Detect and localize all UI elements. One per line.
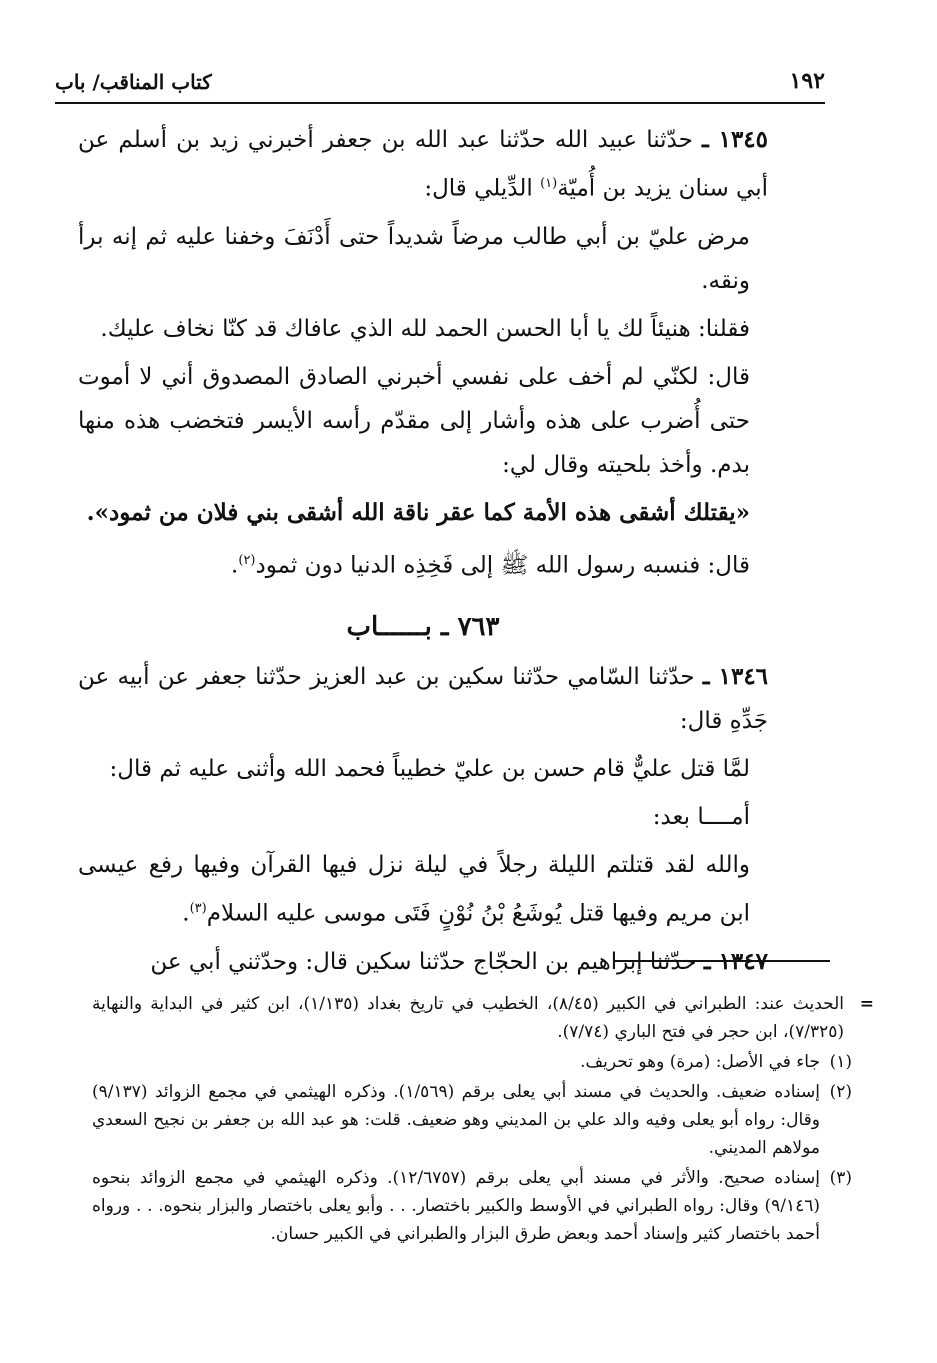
footnote-continuation <box>92 990 874 1046</box>
isnad-text: حدّثنا عبيد الله حدّثنا عبد الله بن جعفر أخبرني زيد بن أسلم عن أبي سنان يزيد بن أُميّة <box>78 127 768 202</box>
page-header <box>55 62 825 104</box>
footnote-ref: (٢) <box>238 552 256 568</box>
hadith-1346-text-1: لمَّا قتل عليٌّ قام حسن بن عليّ خطيباً فحمد الله وأثنى عليه ثم قال: <box>109 756 750 783</box>
hadith-1346-text-3: والله لقد قتلتم الليلة رجلاً في ليلة نزل فيها القرآن وفيها رفع عيسى ابن مريم وفيها قتل يُوشَعُ بْنُ نُوْنٍ فَتَى موسى عليه السلام$^{(٣)}$. <box>78 852 750 927</box>
footnote-number: (١) <box>829 1052 852 1072</box>
main-text <box>78 118 768 988</box>
footnotes <box>92 990 874 1250</box>
footnote-text: إسناده صحيح. والأثر في مسند أبي يعلى برقم (١٢/٦٧٥٧). وذكره الهيثمي في مجمع الزوائد بنحوه (٩/١٤٦) وقال: رواه الطبراني في الأوسط والكبير باختصار. . . وأبو يعلى باختصار والبزار بنحوه. . . ورواه أحمد باختصار كثير وإسناد أحمد وبعض طرق البزار والطبراني في الكبير حسان. <box>92 1168 820 1244</box>
hadith-1346-isnad <box>78 655 768 743</box>
isnad-text: حدّثنا إبراهيم بن الحجّاج حدّثنا سكين قال: وحدّثني أبي عن <box>150 948 697 975</box>
page-number: ١٩٢ <box>789 68 825 94</box>
hadith-1345-text-3: قال: لكنّي لم أخف على نفسي أخبرني الصادق المصدوق أني لا أموت حتى أُضرب على هذه وأشار إلى مقدّم رأسه الأيسر فتخضب هذه منها بدم. وأخذ بلحيته وقال لي: <box>78 363 750 478</box>
footnote-3 <box>92 1164 852 1248</box>
isnad-text: حدّثنا السّامي حدّثنا سكين بن عبد العزيز حدّثنا جعفر عن أبيه عن جَدِّهِ قال: <box>78 664 768 735</box>
running-title: كتاب المناقب/ باب <box>55 70 212 94</box>
continuation-mark: = <box>859 994 874 1014</box>
footnote-ref: (٣) <box>189 901 207 917</box>
footnote-1 <box>92 1048 852 1076</box>
isnad-text-end: الدِّيلي قال: <box>424 175 533 202</box>
footnote-number: (٢) <box>829 1082 852 1102</box>
footnote-text: إسناده ضعيف. والحديث في مسند أبي يعلى برقم (١/٥٦٩). وذكره الهيثمي في مجمع الزوائد (٩/١٣٧) وقال: رواه أبو يعلى وفيه والد علي بن المديني وهو ضعيف. قلت: هو عبد الله بن جعفر بن نجيح السعدي مولاهم المديني. <box>92 1082 820 1158</box>
hadith-1345-text-1: مرض عليّ بن أبي طالب مرضاً شديداً حتى أَدْنَفَ وخفنا عليه ثم إنه برأ ونقه. <box>78 223 750 294</box>
footnote-ref: (١) <box>540 176 558 191</box>
hadith-number: ١٣٤٦ ـ <box>702 663 769 691</box>
text-span: قال: فنسبه رسول الله ﷺ إلى فَخِذِه الدنيا دون ثمود <box>255 552 750 579</box>
hadith-1345-quote: «يقتلك أشقى هذه الأمة كما عقر ناقة الله أشقى بني فلان من ثمود». <box>86 498 750 526</box>
chapter-heading: ٧٦٣ ـ بــــــاب <box>346 612 500 643</box>
text-span: والله لقد قتلتم الليلة رجلاً في ليلة نزل فيها القرآن وفيها رفع عيسى ابن مريم وفيها قتل يُوشَعُ بْنُ نُوْنٍ فَتَى موسى عليه السلام <box>78 852 750 927</box>
hadith-number: ١٣٤٥ ـ <box>702 126 769 153</box>
hadith-1345-isnad <box>78 118 768 211</box>
footnote-separator <box>615 960 830 962</box>
hadith-number: ١٣٤٧ ـ <box>703 947 768 975</box>
hadith-1345-text-4: قال: فنسبه رسول الله ﷺ إلى فَخِذِه الدنيا دون ثمود$^{(٢)}$. <box>231 552 750 579</box>
footnote-number: (٣) <box>829 1168 852 1188</box>
footnote-2 <box>92 1078 852 1162</box>
footnote-text: الحديث عند: الطبراني في الكبير (٨/٤٥)، الخطيب في تاريخ بغداد (١/١٣٥)، ابن كثير في البداية والنهاية (٧/٣٢٥)، ابن حجر في فتح الباري (٧/٧٤). <box>92 994 844 1042</box>
footnote-text: جاء في الأصل: (مرة) وهو تحريف. <box>580 1052 820 1072</box>
hadith-1346-text-2: أمــــا بعد: <box>652 804 750 831</box>
hadith-1345-text-2: فقلنا: هنيئاً لك يا أبا الحسن الحمد لله الذي عافاك قد كنّا نخاف عليك. <box>100 315 750 342</box>
